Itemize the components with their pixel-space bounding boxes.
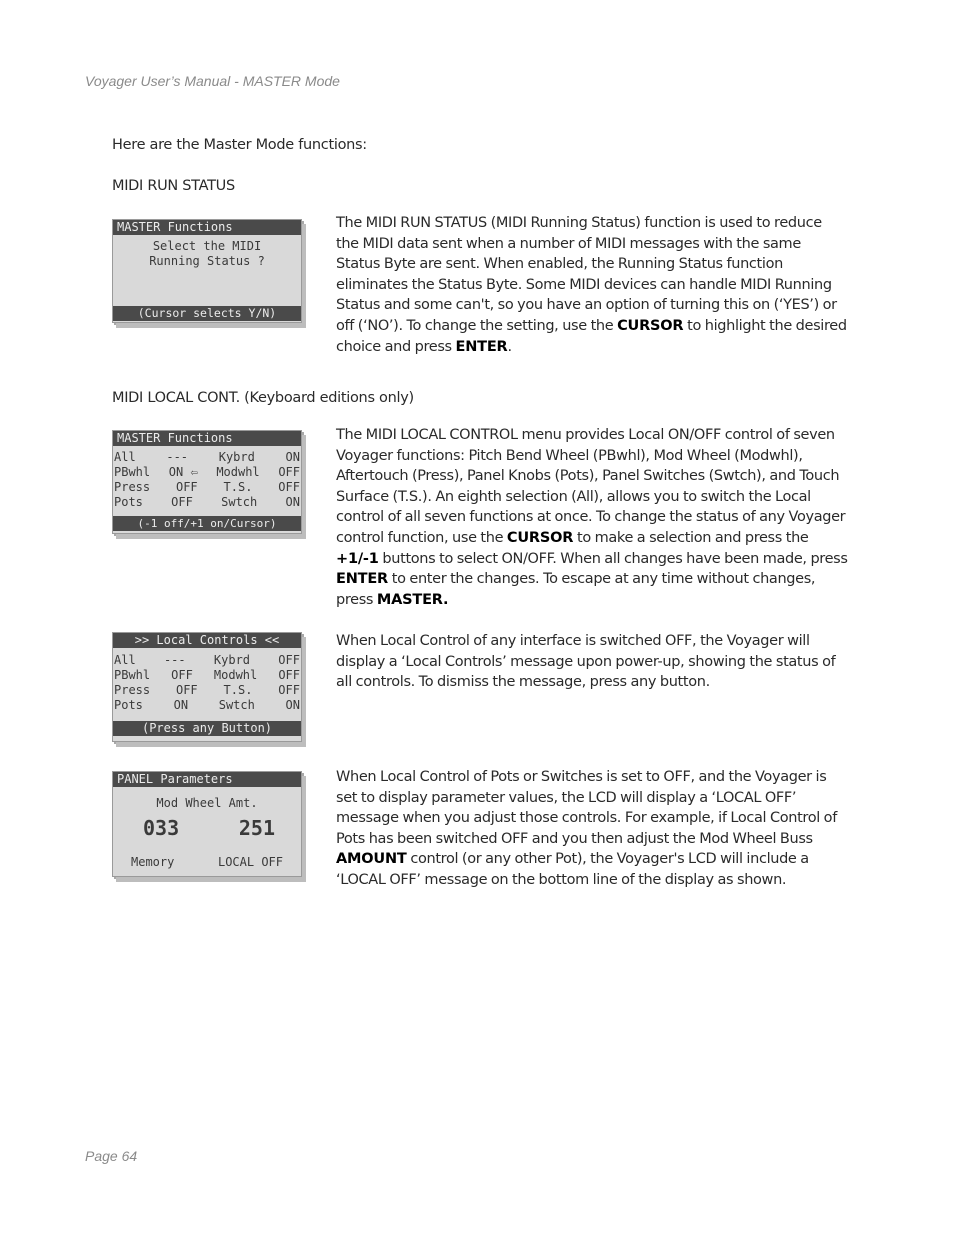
lcd-row — [113, 683, 301, 698]
lcd-value-new: 251 — [238, 816, 275, 840]
lcd-cell: All — [114, 450, 136, 464]
lcd-cell: Kybrd — [213, 653, 251, 667]
paragraph-midi-local-control — [336, 425, 848, 610]
lcd-cell: Pots — [114, 495, 143, 509]
lcd-bottom-bar: (-1 off/+1 on/Cursor) — [113, 516, 301, 531]
lcd-cell: ON ⇦ — [168, 465, 198, 479]
keyword-amount: AMOUNT — [336, 851, 407, 868]
keyword-cursor: CURSOR — [617, 317, 684, 334]
lcd-cell: T.S. — [223, 480, 253, 494]
text-run: control (or any other Pot), the Voyager's LCD will include a ‘LOCAL OFF’ message on the bottom line of the display as shown. — [336, 851, 809, 888]
lcd-yes-no — [113, 269, 301, 291]
text-run: buttons to select ON/OFF. When all changes have been made, press — [378, 550, 848, 567]
keyword-master: MASTER. — [376, 591, 449, 608]
keyword-cursor: CURSOR — [506, 529, 574, 546]
lcd-bottom-bar: (Press any Button) — [113, 721, 301, 736]
running-header: Voyager User’s Manual - MASTER Mode — [85, 73, 340, 89]
lcd-midi-run-status — [112, 219, 302, 323]
lcd-row — [113, 495, 301, 510]
text-run: to enter the changes. To escape at any time without changes, press — [336, 571, 816, 608]
text-run: When Local Control of any interface is switched OFF, the Voyager will display a ‘Local Controls’ message upon power-up, showing the status of all controls. To dismiss the message, press any button. — [336, 633, 836, 691]
lcd-cell: OFF — [278, 653, 300, 667]
lcd-local-off-label: LOCAL OFF — [217, 855, 283, 869]
text-run: The MIDI RUN STATUS (MIDI Running Status) function is used to reduce the MIDI data sent when a number of MIDI messages with the same Status Byte are sent. When enabled, the Running Status function eliminates the Status Byte. Some MIDI devices can handle MIDI Running Status and some can't, so you have an option of turning this on (‘YES’) or off (‘NO’). To change the setting, use the — [336, 215, 837, 334]
lcd-memory-label: Memory — [131, 855, 175, 869]
lcd-line: Mod Wheel Amt. — [156, 796, 258, 810]
lcd-title-bar: MASTER Functions — [113, 431, 301, 446]
lcd-cell: Modwhl — [213, 668, 258, 682]
lcd-row — [113, 465, 301, 480]
paragraph-midi-run-status — [336, 213, 848, 357]
lcd-value-current: 033 — [143, 816, 180, 840]
lcd-line: Select the MIDI — [152, 239, 262, 253]
lcd-cell: ON — [173, 698, 189, 712]
lcd-cell: ON — [285, 698, 300, 712]
lcd-line: Running Status ? — [149, 254, 265, 268]
keyword-enter: ENTER — [336, 571, 389, 588]
text-run: The MIDI LOCAL CONTROL menu provides Local ON/OFF control of seven Voyager functions: Pitch Bend Wheel (PBwhl), Mod Wheel (Modwhl), Aftertouch (Press), Panel Knobs (Pots), Panel Switches (Swtch), and Touch Surface (T.S.). An eighth selection (All), allows you to switch the Local control of all seven functions at once. To change the status of any Voyager control function, use the — [336, 427, 846, 546]
lcd-cell: OFF — [278, 683, 300, 697]
page-number: Page 64 — [85, 1148, 138, 1164]
lcd-cell: PBwhl — [114, 465, 151, 479]
lcd-bottom-line — [113, 855, 301, 870]
lcd-row — [113, 480, 301, 495]
lcd-row — [113, 698, 301, 713]
lcd-title-bar: PANEL Parameters — [113, 772, 301, 787]
lcd-cell: PBwhl — [114, 668, 151, 682]
lcd-cell: OFF — [278, 465, 300, 479]
keyword-enter: ENTER — [455, 338, 508, 355]
lcd-cell: Swtch — [218, 698, 255, 712]
text-run: to highlight the desired choice and press — [336, 317, 847, 355]
keyword-plus-minus-one: +1/-1 — [336, 550, 379, 567]
paragraph-local-off — [336, 767, 848, 891]
lcd-cell: Kybrd — [218, 450, 255, 464]
lcd-cell: Swtch — [221, 495, 258, 509]
lcd-cell: Modwhl — [216, 465, 260, 479]
lcd-local-controls-message — [112, 632, 302, 742]
section-title-midi-run-status: MIDI RUN STATUS — [112, 178, 235, 194]
lcd-cell: --- — [166, 450, 189, 464]
lcd-cell: T.S. — [223, 683, 253, 697]
lcd-cell: OFF — [175, 683, 198, 697]
lcd-title-bar: >> Local Controls << — [113, 633, 301, 648]
lcd-row — [113, 653, 301, 668]
lcd-cell: OFF — [171, 495, 193, 509]
lcd-cell: --- — [163, 653, 186, 667]
lcd-cell: Press — [114, 480, 151, 494]
lcd-midi-local-control — [112, 430, 302, 534]
lcd-cell: ON — [285, 450, 300, 464]
text-run: . — [507, 338, 512, 355]
text-run: to make a selection and press the — [573, 529, 809, 546]
lcd-cell: OFF — [278, 668, 300, 682]
section-title-midi-local-cont: MIDI LOCAL CONT. (Keyboard editions only) — [112, 390, 414, 406]
lcd-cell: All — [114, 653, 136, 667]
lcd-row — [113, 668, 301, 683]
lcd-cell: OFF — [175, 480, 198, 494]
lcd-cell: OFF — [278, 480, 300, 494]
text-run: When Local Control of Pots or Switches is set to OFF, and the Voyager is set to display parameter values, the LCD will display a ‘LOCAL OFF’ message when you adjust those controls. For example, if Local Control of Pots has been switched OFF and you then adjust the Mod Wheel Buss — [336, 769, 837, 847]
lcd-values — [113, 815, 301, 841]
lcd-cell: OFF — [171, 668, 193, 682]
lcd-cell: Press — [114, 683, 151, 697]
paragraph-local-controls-message — [336, 631, 848, 693]
intro-text: Here are the Master Mode functions: — [112, 137, 367, 153]
lcd-bottom-bar: (Cursor selects Y/N) — [113, 306, 301, 321]
lcd-panel-parameters — [112, 771, 302, 877]
lcd-cell: Pots — [114, 698, 143, 712]
lcd-row — [113, 450, 301, 465]
lcd-cell: ON — [285, 495, 300, 509]
lcd-title-bar: MASTER Functions — [113, 220, 301, 235]
